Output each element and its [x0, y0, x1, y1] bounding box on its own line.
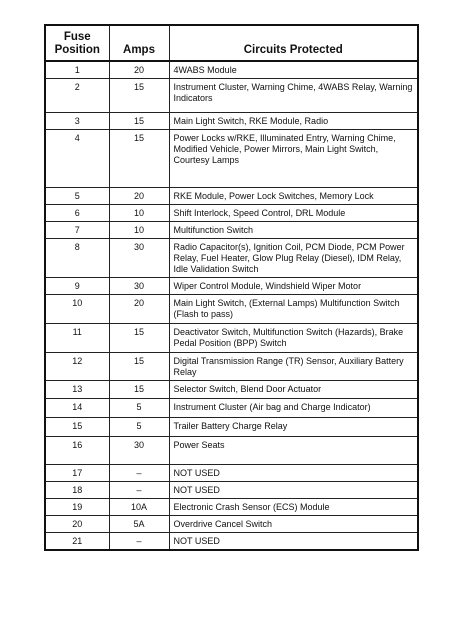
header-fuse-position — [45, 25, 109, 61]
fuse-row — [45, 295, 418, 324]
fuse-amps: 5 — [109, 399, 169, 418]
fuse-row — [45, 130, 418, 188]
fuse-position: 18 — [45, 482, 109, 499]
header-amps: Amps — [109, 25, 169, 61]
fuse-position: 9 — [45, 278, 109, 295]
fuse-amps: – — [109, 533, 169, 551]
header-position-line1: Fuse — [63, 31, 91, 43]
fuse-circuits: Power Seats — [169, 437, 418, 465]
fuse-amps: 10 — [109, 222, 169, 239]
fuse-row — [45, 239, 418, 278]
fuse-amps: 20 — [109, 295, 169, 324]
fuse-amps: 30 — [109, 437, 169, 465]
fuse-circuits: Instrument Cluster, Warning Chime, 4WABS Relay, Warning Indicators — [169, 79, 418, 113]
fuse-position: 16 — [45, 437, 109, 465]
fuse-row — [45, 278, 418, 295]
fuse-row — [45, 465, 418, 482]
fuse-position: 14 — [45, 399, 109, 418]
fuse-amps: 15 — [109, 113, 169, 130]
fuse-row — [45, 381, 418, 399]
fuse-circuits: Main Light Switch, RKE Module, Radio — [169, 113, 418, 130]
fuse-position: 19 — [45, 499, 109, 516]
fuse-position: 13 — [45, 381, 109, 399]
fuse-position: 4 — [45, 130, 109, 188]
fuse-row — [45, 516, 418, 533]
fuse-amps: 15 — [109, 324, 169, 353]
fuse-amps: 15 — [109, 353, 169, 381]
fuse-row — [45, 418, 418, 437]
fuse-circuits: Power Locks w/RKE, Illuminated Entry, Warning Chime, Modified Vehicle, Power Mirrors, Main Light Switch, Courtesy Lamps — [169, 130, 418, 188]
fuse-circuits: Instrument Cluster (Air bag and Charge Indicator) — [169, 399, 418, 418]
fuse-circuits: Trailer Battery Charge Relay — [169, 418, 418, 437]
fuse-table — [44, 24, 419, 551]
fuse-row — [45, 324, 418, 353]
fuse-position: 21 — [45, 533, 109, 551]
fuse-amps: 20 — [109, 61, 169, 79]
fuse-circuits: Radio Capacitor(s), Ignition Coil, PCM Diode, PCM Power Relay, Fuel Heater, Glow Plug Relay (Diesel), IDM Relay, Idle Validation Switch — [169, 239, 418, 278]
fuse-amps: 10A — [109, 499, 169, 516]
fuse-circuits: Shift Interlock, Speed Control, DRL Module — [169, 205, 418, 222]
fuse-position: 2 — [45, 79, 109, 113]
fuse-circuits: NOT USED — [169, 465, 418, 482]
fuse-circuits: Wiper Control Module, Windshield Wiper Motor — [169, 278, 418, 295]
fuse-amps: 15 — [109, 130, 169, 188]
fuse-position: 20 — [45, 516, 109, 533]
fuse-amps: 15 — [109, 79, 169, 113]
fuse-amps: 15 — [109, 381, 169, 399]
fuse-row — [45, 533, 418, 551]
fuse-position: 11 — [45, 324, 109, 353]
fuse-amps: – — [109, 482, 169, 499]
fuse-circuits: Selector Switch, Blend Door Actuator — [169, 381, 418, 399]
fuse-circuits: RKE Module, Power Lock Switches, Memory Lock — [169, 188, 418, 205]
fuse-amps: 5A — [109, 516, 169, 533]
fuse-circuits: 4WABS Module — [169, 61, 418, 79]
fuse-circuits: Main Light Switch, (External Lamps) Multifunction Switch (Flash to pass) — [169, 295, 418, 324]
fuse-row — [45, 79, 418, 113]
fuse-amps: 5 — [109, 418, 169, 437]
fuse-row — [45, 353, 418, 381]
fuse-position: 1 — [45, 61, 109, 79]
fuse-row — [45, 188, 418, 205]
fuse-row — [45, 113, 418, 130]
fuse-position: 7 — [45, 222, 109, 239]
header-circuits: Circuits Protected — [169, 25, 418, 61]
fuse-table-body — [45, 61, 418, 550]
fuse-position: 8 — [45, 239, 109, 278]
fuse-circuits: Electronic Crash Sensor (ECS) Module — [169, 499, 418, 516]
fuse-row — [45, 399, 418, 418]
fuse-position: 5 — [45, 188, 109, 205]
fuse-row — [45, 61, 418, 79]
fuse-row — [45, 222, 418, 239]
fuse-position: 15 — [45, 418, 109, 437]
fuse-row — [45, 499, 418, 516]
fuse-position: 10 — [45, 295, 109, 324]
fuse-circuits: NOT USED — [169, 533, 418, 551]
fuse-circuits: Deactivator Switch, Multifunction Switch (Hazards), Brake Pedal Position (BPP) Switch — [169, 324, 418, 353]
fuse-position: 17 — [45, 465, 109, 482]
fuse-amps: 30 — [109, 239, 169, 278]
header-position-line2: Position — [54, 44, 100, 56]
fuse-row — [45, 482, 418, 499]
fuse-position: 12 — [45, 353, 109, 381]
fuse-circuits: Overdrive Cancel Switch — [169, 516, 418, 533]
fuse-circuits: NOT USED — [169, 482, 418, 499]
header-row — [45, 25, 418, 61]
fuse-circuits: Digital Transmission Range (TR) Sensor, Auxiliary Battery Relay — [169, 353, 418, 381]
fuse-position: 6 — [45, 205, 109, 222]
fuse-row — [45, 437, 418, 465]
fuse-circuits: Multifunction Switch — [169, 222, 418, 239]
fuse-amps: 30 — [109, 278, 169, 295]
fuse-row — [45, 205, 418, 222]
fuse-amps: 20 — [109, 188, 169, 205]
fuse-position: 3 — [45, 113, 109, 130]
fuse-amps: – — [109, 465, 169, 482]
fuse-amps: 10 — [109, 205, 169, 222]
